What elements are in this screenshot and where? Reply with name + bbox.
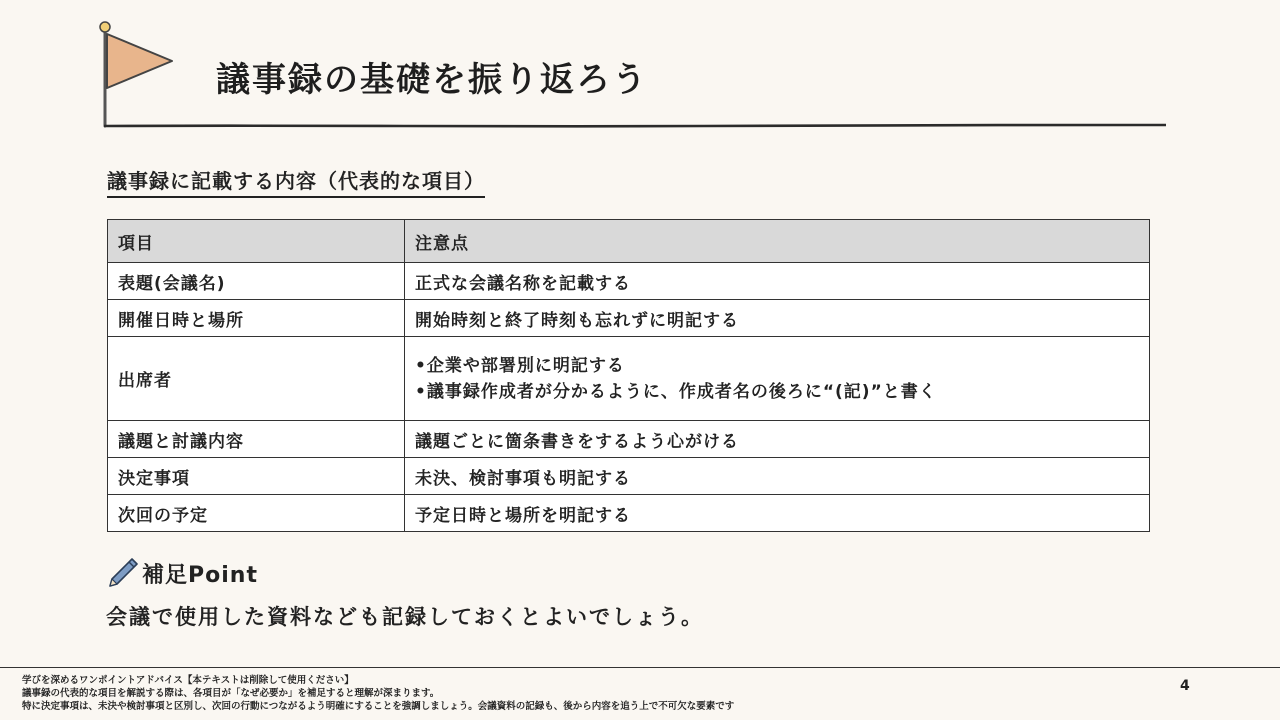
table-header-row [108,220,1150,263]
row-item-cell: 表題(会議名) [108,263,405,300]
row-item-cell: 決定事項 [108,458,405,495]
point-body: 会議で使用した資料なども記録しておくとよいでしょう。 [106,605,704,629]
note-line: 特に決定事項は、未決や検討事項と区別し、次回の行動につながるよう明確にすることを強調しましょう。会議資料の記録も、後から内容を追う上で不可欠な要素です [22,701,735,712]
bullet-line: •企業や部署別に明記する [415,355,625,376]
table-row [108,458,1150,495]
row-item-cell: 次回の予定 [108,495,405,532]
point-label: 補足Point [142,562,258,588]
row-notes-cell: 議題ごとに箇条書きをするよう心がける [405,421,1150,458]
row-item-cell: 出席者 [108,337,405,421]
row-notes-cell: 正式な会議名称を記載する [405,263,1150,300]
column-header-item: 項目 [108,220,405,263]
table-row [108,263,1150,300]
row-notes-cell [405,337,1150,421]
content-table [107,219,1150,532]
note-line: 学びを深めるワンポイントアドバイス【本テキストは削除して使用ください】 [22,675,354,686]
point-header [104,556,258,590]
note-line: 議事録の代表的な項目を解説する際は、各項目が「なぜ必要か」を補足すると理解が深まります。 [22,688,440,699]
row-notes-cell: 予定日時と場所を明記する [405,495,1150,532]
page-number: 4 [1180,678,1190,694]
page-title: 議事録の基礎を振り返ろう [216,60,648,100]
section-heading: 議事録に記載する内容（代表的な項目） [107,165,485,198]
row-notes-cell: 未決、検討事項も明記する [405,458,1150,495]
title-divider [104,122,1166,130]
table-row [108,421,1150,458]
row-item-cell: 議題と討議内容 [108,421,405,458]
row-notes-cell: 開始時刻と終了時刻も忘れずに明記する [405,300,1150,337]
flag-icon [98,20,180,130]
table-row [108,495,1150,532]
speaker-notes [22,674,734,713]
bullet-line: •議事録作成者が分かるように、作成者名の後ろに“(記)”と書く [415,381,937,402]
column-header-notes: 注意点 [405,220,1150,263]
footer-divider [0,667,1280,668]
row-item-cell: 開催日時と場所 [108,300,405,337]
table-row [108,300,1150,337]
table-row [108,337,1150,421]
pencil-icon [104,556,140,590]
